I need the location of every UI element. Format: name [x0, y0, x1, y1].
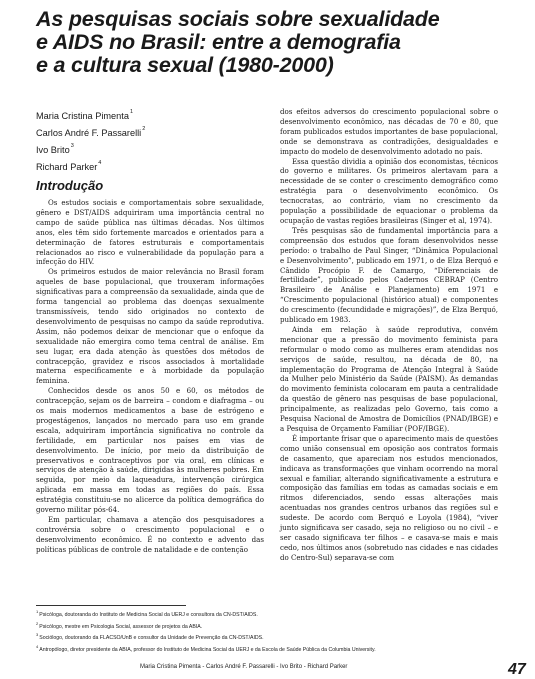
author-list: [36, 106, 145, 174]
author: [36, 140, 145, 157]
title-line: e a cultura sexual (1980-2000): [36, 53, 334, 77]
footnote-text: Psicólogo, mestre em Psicologia Social, assessor de projetos da ABIA.: [39, 623, 203, 630]
footnote-marker: 2: [142, 126, 146, 132]
footnote: [36, 643, 516, 655]
footnote: [36, 620, 516, 632]
paragraph: Conhecidos desde os anos 50 e 60, os métodos de contracepção, sejam os de barreira – condom e diafragma – ou os mais modernos medicamentos a base de estrógeno e progestágenos, lançados no mercado para uso em grande escala, adquiriram importância significativa no controle da fertilidade, em particular nos países em vias de desenvolvimento. De início, por meio da distribuição de preservativos e contraceptivos por via oral, em clínicas e serviços de atenção à saúde, dirigidas às mulheres pobres. Em seguida, por meio da laqueadura, intervenção cirúrgica aplicada em massa em todas as regiões do país. Essa estratégia constituiu-se no alicerce da política demográfica do governo militar pós-64.: [36, 386, 264, 515]
footnote-text: Sociólogo, doutorando da FLACSO/UnB e consultor da Unidade de Prevenção da CN-DST/AIDS.: [39, 635, 264, 642]
footnote-marker: 3: [70, 143, 74, 149]
footnote-divider: [36, 605, 186, 606]
footnote-marker: 4: [98, 160, 102, 166]
page-number: 47: [508, 661, 526, 678]
footnote-marker: 1: [129, 109, 133, 115]
paragraph: Três pesquisas são de fundamental importância para a compreensão dos estudos que foram desenvolvidos nesse período: o trabalho de Paul Singer, “Dinâmica Populacional e Desenvolvimento”, publicado em 1971, o de Elza Berquó e Cândido Procópio F. de Camargo, “Diferenciais de fertilidade”, publicado pelos Cadernos CEBRAP (Centro Brasileiro de Análise e Planejamento) em 1971 e “Crescimento populacional (histórico atual) e componentes do crescimento (fecundidade e migrações)”, de Elza Berquó, publicado em 1983.: [280, 225, 498, 325]
footnote-text: Psicóloga, doutoranda do Instituto de Medicina Social da UERJ e consultora da CN-DST/AIDS.: [39, 612, 258, 618]
footnote-marker: 2: [36, 620, 39, 626]
footnote-marker: 3: [36, 632, 39, 638]
left-column: [36, 198, 264, 555]
running-footer: Maria Cristina Pimenta - Carlos André F. Passarelli - Ivo Brito - Richard Parker: [140, 664, 348, 670]
paragraph: Ainda em relação à saúde reprodutiva, convém mencionar que a pressão do movimento feminista para reformular o modo como as mulheres eram atendidas nos serviços de saúde, resultou, na década de 80, na implementação do Programa de Atenção Integral à Saúde da Mulher pelo Ministério da Saúde (PAISM). As demandas do movimento feminista colocaram em pauta a centralidade da questão de gênero nas pesquisas de base populacional, principalmente, as realizadas pelo Governo, tais como a Pesquisa Nacional de Amostra de Domicílios (PNAD/IBGE) e a Pesquisa de Orçamento Familiar (POF/IBGE).: [280, 324, 498, 433]
title-line: As pesquisas sociais sobre sexualidade: [36, 7, 440, 31]
author: [36, 106, 145, 123]
author-name: Maria Cristina Pimenta: [36, 111, 129, 121]
section-heading: Introdução: [36, 178, 104, 193]
footnote-marker: 1: [36, 609, 39, 614]
paragraph: Em particular, chamava a atenção dos pesquisadores a controvérsia sobre o crescimento populacional e o desenvolvimento econômico. É no contexto e advento das políticas públicas de controle de natalidade e de contenção: [36, 515, 264, 554]
author-name: Carlos André F. Passarelli: [36, 128, 142, 138]
footnotes: [36, 608, 516, 655]
author-name: Ivo Brito: [36, 145, 70, 155]
paragraph: dos efeitos adversos do crescimento populacional sobre o desenvolvimento econômico, nas décadas de 70 e 80, que foram publicados estudos importantes de base populacional, onde se demonstrava as contradições, desigualdades e impacto do modelo de desenvolvimento adotado no país.: [280, 107, 498, 156]
author-name: Richard Parker: [36, 162, 98, 172]
footnote: [36, 608, 516, 620]
right-column: [280, 107, 498, 563]
footnote-marker: 4: [36, 644, 39, 650]
author: [36, 157, 145, 174]
footnote: [36, 631, 516, 643]
footnote-text: Antropólogo, diretor presidente da ABIA, professor do Instituto de Medicina Social da UERJ e da Escola de Saúde Pública da Columbia University.: [39, 647, 376, 654]
paragraph: Essa questão dividia a opinião dos economistas, técnicos do governo e militares. Os primeiros alertavam para a necessidade de se conter o crescimento demográfico como estratégia para o desenvolvimento econômico. Os tecnocratas, ao contrário, viam no crescimento da população a possibilidade de equacionar o problema da ocupação de vastas regiões brasileiras (Singer et al, 1974).: [280, 156, 498, 225]
article-title: [36, 8, 516, 77]
author: [36, 123, 145, 140]
title-line: e AIDS no Brasil: entre a demografia: [36, 30, 401, 54]
paragraph: Os estudos sociais e comportamentais sobre sexualidade, gênero e DST/AIDS adquiriram uma importância central no campo de saúde pública nas últimas décadas. Nos últimos anos, eles têm sido fortemente marcados e orientados para a determinação de fatores estruturais e comportamentais relacionados ao risco e vulnerabilidade da população para a infecção do HIV.: [36, 198, 264, 267]
paragraph: É importante frisar que o aparecimento mais de questões como união consensual em oposição aos contratos formais de casamento, que apareciam nos estudos mencionados, indicava as transformações que vinham ocorrendo na moral sexual e familiar, alterando significativamente a estrutura e composição das famílias em todas as camadas sociais e em ritmos diferenciados, sendo essas alterações mais acentuadas nos grandes centros urbanos das regiões sul e sudeste. De acordo com Berquó e Loyola (1984), “viver junto significava ser casado, seja no religioso ou no civil – e ser casado significava ter filhos – e casava-se mais e mais cedo, nos últimos anos (sobretudo nas cidades e nas cidades do Centro-Sul) separava-se com: [280, 433, 498, 562]
paragraph: Os primeiros estudos de maior relevância no Brasil foram aqueles de base populacional, que trouxeram informações significativas para a compreensão da sexualidade, ainda que de forma tangencial ao problema das doenças sexualmente transmissíveis, tendo sido originados no contexto de desenvolvimento de pesquisas no campo da saúde reprodutiva. Assim, não podemos deixar de mencionar que o enfoque da sexualidade não emergira como tema central de análise. Em seu lugar, era dada atenção às questões dos métodos de contracepção, gravidez e riscos associados à mortalidade materna especificamente e à morbidade da população feminina.: [36, 267, 264, 386]
